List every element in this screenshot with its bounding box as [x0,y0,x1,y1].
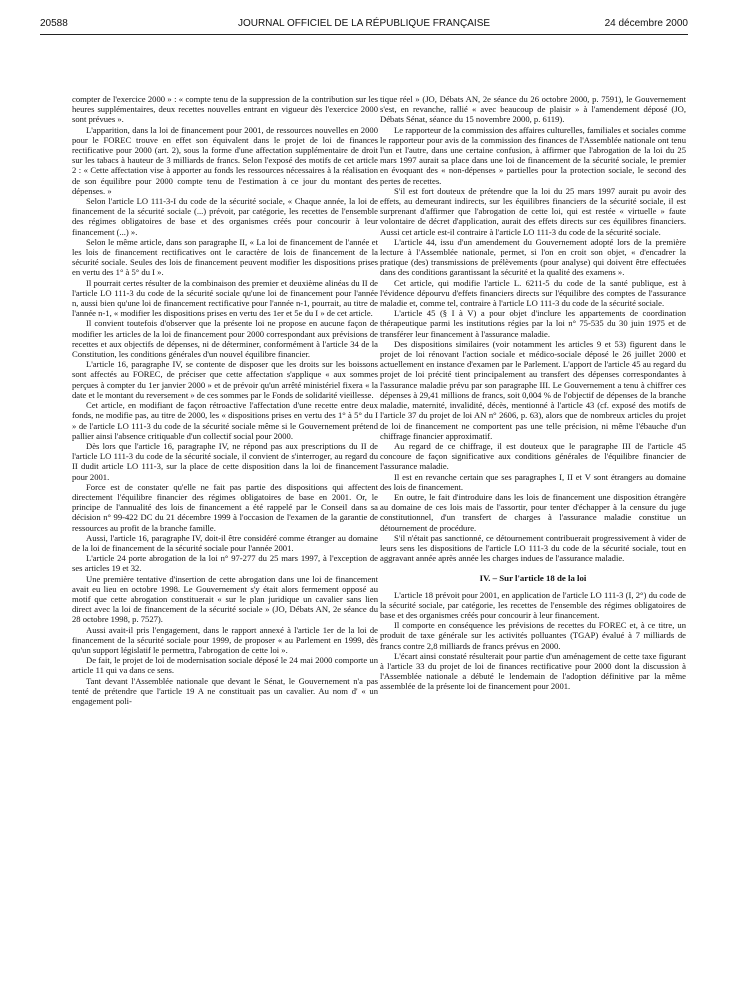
journal-title: JOURNAL OFFICIEL DE LA RÉPUBLIQUE FRANÇAISE [237,18,491,29]
paragraph: L'article 18 prévoit pour 2001, en application de l'article LO 111-3 (I, 2°) du code de la sécurité sociale, par catégorie, les recettes de l'ensemble des régimes obligatoires de base et des organismes créés pour concourir à leur financement. [380,589,686,620]
paragraph: L'article 16, paragraphe IV, se contente de disposer que les droits sur les boissons sont affectés au FOREC, de préciser que cette affectation s'applique « aux sommes perçues à compter du 1er janvier 2000 » et de prévoir qu'un arrêté ministériel fixera « la date et le montant du reversement » de ces sommes par le Fonds de solidarité vieillesse. [72,359,378,400]
paragraph: Aussi avait-il pris l'engagement, dans le rapport annexé à l'article 1er de la loi de financement de la sécurité sociale pour 1999, de proposer « au Parlement en 1999, dès qu'un support législatif le permettra, l'abrogation de cette loi ». [72,624,378,655]
page-number: 20588 [40,18,68,29]
paragraph: L'article 45 (§ I à V) a pour objet d'inclure les appartements de coordination thérapeutique parmi les institutions régies par la loi n° 75-535 du 30 juin 1975 et de transférer leur financement à l'assurance maladie. [380,308,686,339]
paragraph: L'apparition, dans la loi de financement pour 2001, de ressources nouvelles en 2000 pour le FOREC trouve en effet son équivalent dans le projet de loi de finances rectificative pour 2000 (art. 2), sous la forme d'une affectation supplémentaire de droit sur les tabacs à hauteur de 3 milliards de francs. Selon l'exposé des motifs de cet article 2 : « Cette affectation vise à apporter au fonds les ressources nécessaires à la réalisation de son équilibre pour 2000 compte tenu de l'estimation à ce jour du montant des dépenses. » [72,124,378,196]
paragraph: Le rapporteur de la commission des affaires culturelles, familiales et sociales comme le rapporteur pour avis de la commission des finances de l'Assemblée nationale ont tenu l'un et l'autre, dans une certaine confusion, à affirmer que l'abrogation de la loi du 25 mars 1997 aurait sa place dans une loi de financement de la sécurité sociale, le premier en évoquant des « non-dépenses » partielles pour la protection sociale, le second des pertes de recettes. [380,124,686,186]
right-column [380,94,686,692]
paragraph: Il est en revanche certain que ses paragraphes I, II et V sont étrangers au domaine des lois de financement. [380,471,686,492]
paragraph: Des dispositions similaires (voir notamment les articles 9 et 53) figurent dans le projet de loi rénovant l'action sociale et médico-sociale déposé le 26 juillet 2000 et actuellement en instance d'examen par le Parlement. L'apport de l'article 45 au regard du projet de loi précité tient principalement au transfert des dépenses correspondantes à l'assurance maladie prévu par son paragraphe III. Le Gouvernement a tenu à chiffrer ces dépenses à 29,41 millions de francs, soit 0,004 % de l'objectif de dépenses de la branche maladie, maternité, invalidité, décès, mentionné à l'article 43 (cf. exposé des motifs de l'article 37 du projet de loi AN n° 2606, p. 63), alors que de nombreux articles du projet de loi de financement ne comportent pas une telle précision, ni même l'ébauche d'un chiffrage financier approximatif. [380,338,686,441]
left-column [72,94,378,706]
paragraph: L'article 44, issu d'un amendement du Gouvernement adopté lors de la première lecture à l'Assemblée nationale, permet, si l'on en croit son objet, « d'encadrer la pratique (des) transmissions de prélèvements (pour analyse) qui doivent être effectuées dans des conditions garantissant la sécurité et la qualité des examens ». [380,236,686,278]
paragraph: Force est de constater qu'elle ne fait pas partie des dispositions qui affectent directement l'équilibre financier des régimes obligatoires de base en 2001. Or, le principe de l'annualité des lois de financement a été rappelé par le Conseil dans sa décision n° 99-422 DC du 21 décembre 1999 à l'occasion de l'examen de la garantie de ressources au profit de la branche famille. [72,481,378,533]
paragraph: L'écart ainsi constaté résulterait pour partie d'un aménagement de cette taxe figurant à l'article 33 du projet de loi de finances rectificative pour 2000 dont la discussion à l'Assemblée nationale a débuté le lendemain de l'adoption définitive par la même assemblée de la présente loi de financement pour 2001. [380,650,686,692]
paragraph: Cet article, qui modifie l'article L. 6211-5 du code de la santé publique, est à l'évidence dépourvu d'effets financiers directs sur l'équilibre des comptes de l'assurance maladie et, comme tel, contraire à l'article LO 111-3 du code de la sécurité sociale. [380,277,686,309]
paragraph: Selon l'article LO 111-3-I du code de la sécurité sociale, « Chaque année, la loi de financement de la sécurité sociale (...) prévoit, par catégorie, les recettes de l'ensemble des régimes obligatoires de base et des organismes créés pour concourir à leur financement (...) ». [72,196,378,237]
paragraph: Dès lors que l'article 16, paragraphe IV, ne répond pas aux prescriptions du II de l'article LO 111-3 du code de la sécurité sociale, il convient de s'interroger, au regard du II dudit article LO 111-3, sur la place de cette disposition dans la loi de financement pour 2001. [72,440,378,482]
paragraph: Il convient toutefois d'observer que la présente loi ne propose en aucune façon de modifier les articles de la loi de financement pour 2000 correspondant aux prévisions de recettes et aux objectifs de dépenses, ni de déterminer, conformément à l'article 34 de la Constitution, les conditions générales d'un nouvel équilibre financier. [72,318,378,360]
paragraph: De fait, le projet de loi de modernisation sociale déposé le 24 mai 2000 comporte un article 11 qui va dans ce sens. [72,655,378,676]
paragraph: L'article 24 porte abrogation de la loi n° 97-277 du 25 mars 1997, à l'exception de ses articles 19 et 32. [72,553,378,574]
paragraph: Cet article, en modifiant de façon rétroactive l'affectation d'une recette entre deux fonds, ne modifie pas, au titre de 2000, les « dispositions prises en vertu des 1° à 5° du I » de l'article LO 111-3 du code de la sécurité sociale même si le Gouvernement prétend pallier ainsi l'absence critiquable d'un collectif social pour 2000. [72,400,378,441]
paragraph: En outre, le fait d'introduire dans les lois de financement une disposition étrangère au domaine de ces lois mais de l'assortir, pour tenter d'échapper à la censure du juge constitutionnel, d'un transfert de charges à l'assurance maladie constitue un détournement de procédure. [380,491,686,533]
paragraph: S'il n'était pas sanctionné, ce détournement contribuerait progressivement à vider de leurs sens les dispositions de l'article LO 111-3 du code de la sécurité sociale, tout en aggravant année après année les charges indues de l'assurance maladie. [380,532,686,564]
paragraph: Tant devant l'Assemblée nationale que devant le Sénat, le Gouvernement n'a pas tenté de prétendre que l'article 19 A ne constituait pas un cavalier. Au nom d' « un engagement poli- [72,675,378,706]
paragraph: Il pourrait certes résulter de la combinaison des premier et deuxième alinéas du II de l'article LO 111-3 du code de la sécurité sociale qu'une loi de financement pour l'année n, aussi bien qu'une loi de financement rectificative pour l'année n-1, pourrait, au titre de l'année n-1, « modifier les dispositions prises en vertu des 1er et 5e du I » de cet article. [72,277,378,319]
paragraph: tique réel » (JO, Débats AN, 2e séance du 26 octobre 2000, p. 7591), le Gouvernement s'est, en revanche, rallié « avec beaucoup de plaisir » à l'amendement déposé (JO, Débats Sénat, séance du 15 novembre 2000, p. 6119). [380,94,686,125]
page-header [40,18,688,32]
paragraph: Selon le même article, dans son paragraphe II, « La loi de financement de l'année et les lois de financement rectificatives ont le caractère de lois de financement de la sécurité sociale. Seules des lois de financement peuvent modifier les dispositions prises en vertu des 1° à 5° du I ». [72,236,378,278]
section-heading: IV. – Sur l'article 18 de la loi [479,573,587,584]
paragraph: Il comporte en conséquence les prévisions de recettes du FOREC et, à ce titre, un produit de taxe générale sur les activités polluantes (TGAP) évalué à 7 milliards de francs contre 2,8 milliards de francs prévus en 2000. [380,620,686,651]
paragraph: Au regard de ce chiffrage, il est douteux que le paragraphe III de l'article 45 concoure de façon significative aux conditions générales de l'équilibre financier de l'assurance maladie. [380,440,686,472]
publication-date: 24 décembre 2000 [604,18,688,29]
paragraph: compter de l'exercice 2000 » : « compte tenu de la suppression de la contribution sur les heures supplémentaires, deux recettes nouvelles entrant en vigueur dès l'exercice 2000 sont prévues ». [72,94,378,125]
paragraph: S'il est fort douteux de prétendre que la loi du 25 mars 1997 aurait pu avoir des effets, au demeurant indirects, sur les équilibres financiers de la sécurité sociale, il est surprenant d'affirmer que l'abrogation de cette loi, qui est restée « virtuelle » faute volontaire de décret d'application, aurait des effets directs sur ces équilibres financiers. Aussi cet article est-il contraire à l'article LO 111-3 du code de la sécurité sociale. [380,185,686,237]
header-rule [40,34,688,35]
paragraph: Aussi, l'article 16, paragraphe IV, doit-il être considéré comme étranger au domaine de la loi de financement de la sécurité sociale pour l'année 2001. [72,532,378,553]
paragraph: Une première tentative d'insertion de cette abrogation dans une loi de financement avait eu lieu en octobre 1998. Le Gouvernement s'y était alors fermement opposé au motif que cette abrogation constituerait « sur le plan juridique un cavalier sans lien direct avec la loi de financement de la sécurité sociale » (JO, Débats AN, 2e séance du 28 octobre 1998, p. 7527). [72,573,378,625]
